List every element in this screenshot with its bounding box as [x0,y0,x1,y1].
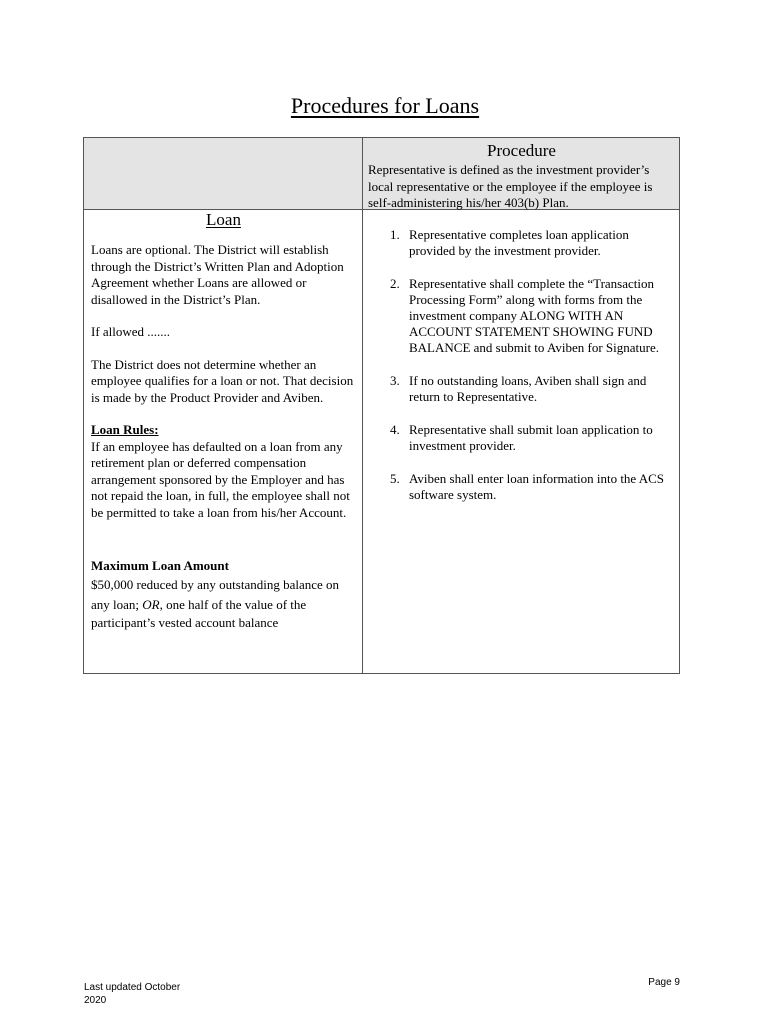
header-cell-procedure [363,138,679,210]
procedure-steps-list [368,227,673,503]
max-loan-text [91,575,356,630]
page-number: Page 9 [648,977,680,988]
max-loan-or-emphasis: OR [142,596,160,612]
step-text: Representative completes loan application provided by the investment provider. [409,227,629,258]
loan-paragraph-allowed: If allowed ....... [91,324,171,339]
loan-rules-title: Loan Rules: [91,422,159,437]
max-loan-title: Maximum Loan Amount [91,558,229,573]
loan-rules-text: If an employee has defaulted on a loan from any retirement plan or deferred compensation arrangement sponsored by the Employer and has not repaid the loan, in full, the employee shall not be permitted to take a loan from his/her Account. [91,438,350,520]
procedure-step [368,373,673,405]
last-updated: Last updated October 2020 [84,982,181,1006]
procedure-heading: Procedure [487,141,556,160]
procedure-step [368,276,673,356]
step-text: Representative shall complete the “Transaction Processing Form” along with forms from the investment company ALONG WITH AN ACCOUNT STATEMENT SHOWING FUND BALANCE and submit to Aviben for Signature. [409,276,659,355]
max-loan-line-2 [91,595,356,615]
procedure-steps-cell [363,210,679,673]
loan-paragraph-qualification: The District does not determine whether an employee qualifies for a loan or not. That decision is made by the Product Provider and Aviben. [91,356,354,405]
header-cell-empty [84,138,363,210]
procedure-step [368,422,673,454]
procedure-step [368,471,673,503]
procedure-definition: Representative is defined as the investment provider’s local representative or the employee if the employee is self-administering his/her 403(b) Plan. [368,162,653,210]
step-text: Representative shall submit loan application to investment provider. [409,422,653,453]
page-title: Procedures for Loans [290,93,480,118]
step-number: 1. [390,227,400,242]
step-text: If no outstanding loans, Aviben shall sign and return to Representative. [409,373,647,404]
step-number: 3. [390,373,400,388]
loan-cell [84,210,363,673]
procedure-step [368,227,673,259]
step-number: 2. [390,276,400,291]
procedures-table [83,137,680,674]
max-loan-line-3: participant’s vested account balance [91,614,279,630]
loan-paragraph-optional: Loans are optional. The District will establish through the District’s Written Plan and Adoption Agreement whether Loans are allowed or disallowed in the District’s Plan. [91,242,344,307]
max-loan-line-2-suffix: , one half of the value of the [159,596,307,612]
step-text: Aviben shall enter loan information into the ACS software system. [409,471,665,502]
max-loan-line-1: $50,000 reduced by any outstanding balance on [91,576,340,592]
step-number: 5. [390,471,400,486]
step-number: 4. [390,422,400,437]
loan-heading: Loan [206,210,241,229]
max-loan-line-2-prefix: any loan; [91,596,143,612]
